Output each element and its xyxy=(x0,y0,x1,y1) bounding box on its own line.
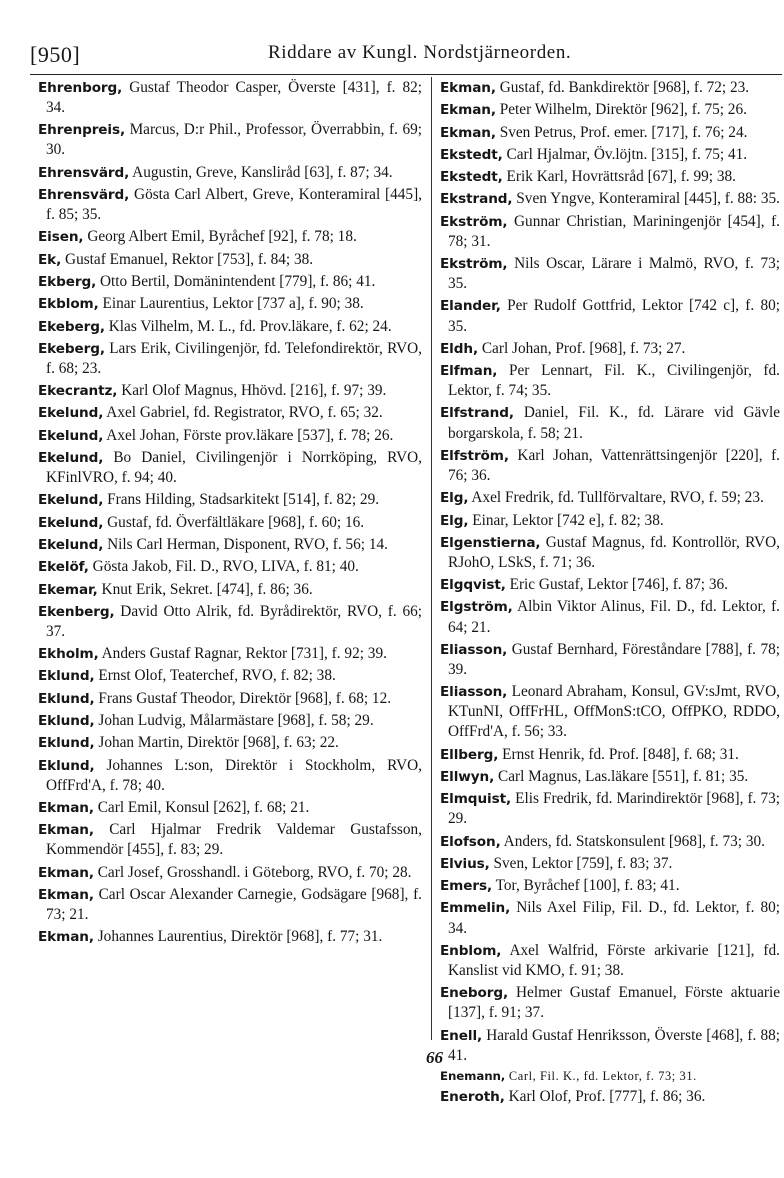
entry-name: Elgström, xyxy=(440,599,513,616)
entry-text: Axel Johan, Förste prov.läkare [537], f. 78; 26. xyxy=(103,426,394,444)
entry-text: Per Rudolf Gottfrid, Lektor [742 c], f. 80; 35. xyxy=(448,297,780,335)
list-item xyxy=(38,163,422,183)
list-item xyxy=(440,212,780,252)
entry-text: Ernst Henrik, fd. Prof. [848], f. 68; 31. xyxy=(498,745,739,763)
entry-name: Ekelund, xyxy=(38,450,104,467)
entry-text: Gustaf Theodor Casper, Överste [431], f. 82; 34. xyxy=(46,79,422,117)
entry-name: Eneborg, xyxy=(440,985,509,1002)
entry-text: Carl Magnus, Las.läkare [551], f. 81; 35. xyxy=(494,767,749,785)
list-item xyxy=(440,898,780,938)
entry-text: Per Lennart, Fil. K., Civilingenjör, fd. Lektor, f. 74; 35. xyxy=(448,362,780,400)
entry-text: Axel Gabriel, fd. Registrator, RVO, f. 65; 32. xyxy=(103,404,383,422)
entry-name: Eliasson, xyxy=(440,641,508,658)
entry-text: Klas Vilhelm, M. L., fd. Prov.läkare, f. 62; 24. xyxy=(104,317,392,335)
list-item xyxy=(38,820,422,860)
entry-text: Carl Hjalmar, Öv.löjtn. [315], f. 75; 41. xyxy=(502,145,748,163)
entry-text: Johannes Laurentius, Direktör [968], f. 77; 31. xyxy=(93,928,383,946)
entry-text: Bo Daniel, Civilingenjör i Norrköping, RVO, KFinlVRO, f. 94; 40. xyxy=(46,449,422,487)
list-item xyxy=(440,767,780,787)
entry-text: Gunnar Christian, Mariningenjör [454], f. 78; 31. xyxy=(448,212,780,250)
entry-text: Johan Martin, Direktör [968], f. 63; 22. xyxy=(94,734,339,752)
entry-text: Gösta Jakob, Fil. D., RVO, LIVA, f. 81; 40. xyxy=(88,558,359,576)
entry-text: Gustaf Bernhard, Föreståndare [788], f. 78; 39. xyxy=(448,640,780,678)
entry-text: Leonard Abraham, Konsul, GV:sJmt, RVO, KTunNI, OffFrHL, OffMonS:tCO, OffPKO, RDDO, OffFrd'A, f. 56; 33. xyxy=(448,683,780,741)
list-item xyxy=(440,745,780,765)
entry-text: Knut Erik, Sekret. [474], f. 86; 36. xyxy=(97,580,313,598)
entry-text: Peter Wilhelm, Direktör [962], f. 75; 26. xyxy=(495,101,747,119)
left-column xyxy=(38,78,422,950)
entry-text: Carl Emil, Konsul [262], f. 68; 21. xyxy=(93,798,310,816)
list-item xyxy=(440,682,780,742)
entry-name: Ekman, xyxy=(440,80,496,96)
entry-text: Otto Bertil, Domänintendent [779], f. 86; 41. xyxy=(96,272,376,290)
entry-text: Sven Petrus, Prof. emer. [717], f. 76; 24. xyxy=(495,123,748,141)
list-item xyxy=(38,381,422,401)
list-item xyxy=(38,403,422,423)
entry-name: Elander, xyxy=(440,298,501,315)
list-item xyxy=(38,711,422,731)
entry-name: Ekelund, xyxy=(38,492,104,509)
list-item xyxy=(440,1068,780,1085)
entry-text: Gustaf Emanuel, Rektor [753], f. 84; 38. xyxy=(61,250,314,268)
entry-text: Nils Oscar, Lärare i Malmö, RVO, f. 73; 35. xyxy=(448,255,780,293)
folio: 66 xyxy=(426,1048,443,1067)
entry-name: Ekstrand, xyxy=(440,191,513,208)
entry-name: Ehrenborg, xyxy=(38,80,123,96)
header-rule xyxy=(30,74,782,75)
entry-text: Gustaf, fd. Överfältläkare [968], f. 60; 16. xyxy=(103,513,365,531)
list-item xyxy=(38,185,422,225)
entry-name: Ekelund, xyxy=(38,536,104,553)
entry-name: Eneroth, xyxy=(440,1089,505,1106)
entry-name: Ekemar, xyxy=(38,581,98,598)
entry-name: Elmquist, xyxy=(440,791,512,808)
list-item xyxy=(38,580,422,600)
list-item xyxy=(440,575,780,595)
list-item xyxy=(38,863,422,883)
entry-name: Ekeberg, xyxy=(38,318,105,335)
list-item xyxy=(440,339,780,359)
entry-name: Ekman, xyxy=(38,929,94,946)
entry-text: Erik Karl, Hovrättsråd [67], f. 99; 38. xyxy=(502,168,736,186)
list-item xyxy=(440,832,780,852)
list-item xyxy=(440,403,780,443)
list-item xyxy=(440,100,780,120)
entry-name: Ehrensvärd, xyxy=(38,187,130,204)
entry-name: Ehrenpreis, xyxy=(38,122,126,139)
list-item xyxy=(38,426,422,446)
list-item xyxy=(440,488,780,508)
entry-name: Eisen, xyxy=(38,229,84,246)
entry-name: Ehrensvärd, xyxy=(38,164,130,181)
entry-text: Gösta Carl Albert, Greve, Konteramiral [445], f. 85; 35. xyxy=(46,186,422,224)
entry-text: Tor, Byråchef [100], f. 83; 41. xyxy=(492,877,680,895)
entry-text: Nils Carl Herman, Disponent, RVO, f. 56; 14. xyxy=(103,535,389,553)
list-item xyxy=(440,123,780,143)
entry-name: Ekstedt, xyxy=(440,169,503,186)
list-item xyxy=(440,296,780,336)
entry-text: Carl, Fil. K., fd. Lektor, f. 73; 31. xyxy=(505,1068,697,1083)
list-item xyxy=(38,557,422,577)
entry-name: Elofson, xyxy=(440,833,501,850)
entry-name: Ekman, xyxy=(38,799,94,816)
list-item xyxy=(38,733,422,753)
list-item xyxy=(38,798,422,818)
entry-name: Elg, xyxy=(440,512,469,529)
list-item xyxy=(440,78,780,98)
list-item xyxy=(440,876,780,896)
entry-text: Lars Erik, Civilingenjör, fd. Telefondirektör, RVO, f. 68; 23. xyxy=(46,339,422,377)
column-divider xyxy=(431,77,432,1040)
entry-text: Daniel, Fil. K., fd. Lärare vid Gävle borgarskola, f. 58; 21. xyxy=(448,404,780,442)
list-item xyxy=(440,145,780,165)
entry-name: Elfstrand, xyxy=(440,405,514,422)
list-item xyxy=(38,885,422,925)
entry-name: Elfman, xyxy=(440,363,498,380)
entry-text: Anders Gustaf Ragnar, Rektor [731], f. 92; 39. xyxy=(98,645,387,663)
entry-text: Eric Gustaf, Lektor [746], f. 87; 36. xyxy=(505,576,728,594)
list-item xyxy=(440,254,780,294)
entry-text: Augustin, Greve, Kansliråd [63], f. 87; 34. xyxy=(129,163,393,181)
list-item xyxy=(38,78,422,118)
list-item xyxy=(440,533,780,573)
entry-text: Harald Gustaf Henriksson, Överste [468], f. 88; 41. xyxy=(448,1026,780,1064)
entry-name: Ellwyn, xyxy=(440,768,495,785)
entry-name: Ekeberg, xyxy=(38,340,105,357)
entry-text: Einar, Lektor [742 e], f. 82; 38. xyxy=(468,511,664,529)
list-item xyxy=(38,927,422,947)
list-item xyxy=(38,666,422,686)
entry-text: Elis Fredrik, fd. Marindirektör [968], f. 73; 29. xyxy=(448,790,780,828)
entry-text: Marcus, D:r Phil., Professor, Överrabbin, f. 69; 30. xyxy=(46,121,422,159)
entry-name: Enblom, xyxy=(440,942,502,959)
list-item xyxy=(440,640,780,680)
entry-text: Carl Johan, Prof. [968], f. 73; 27. xyxy=(478,339,686,357)
entry-name: Elfström, xyxy=(440,447,509,464)
list-item xyxy=(440,511,780,531)
entry-name: Eklund, xyxy=(38,713,95,730)
entry-name: Ekecrantz, xyxy=(38,383,118,400)
entry-name: Eklund, xyxy=(38,668,95,685)
entry-text: Gustaf Magnus, fd. Kontrollör, RVO, RJohO, LSkS, f. 71; 36. xyxy=(448,533,780,571)
entry-name: Ekstedt, xyxy=(440,146,503,163)
entry-name: Ekman, xyxy=(38,886,94,903)
list-item xyxy=(440,789,780,829)
entry-text: Anders, fd. Statskonsulent [968], f. 73; 30. xyxy=(500,832,765,850)
list-item xyxy=(440,597,780,637)
entry-text: Johannes L:son, Direktör i Stockholm, RVO, OffFrd'A, f. 78; 40. xyxy=(46,756,422,794)
entry-text: Karl Olof, Prof. [777], f. 86; 36. xyxy=(504,1088,706,1106)
right-column xyxy=(440,78,780,1109)
list-item xyxy=(440,446,780,486)
entry-name: Ekelöf, xyxy=(38,559,89,576)
entry-name: Ekström, xyxy=(440,213,508,230)
entry-name: Eliasson, xyxy=(440,684,508,701)
entry-text: Albin Viktor Alinus, Fil. D., fd. Lektor, f. 64; 21. xyxy=(448,598,780,636)
entry-name: Ekström, xyxy=(440,256,508,273)
entry-text: Johan Ludvig, Målarmästare [968], f. 58; 29. xyxy=(94,712,374,730)
list-item xyxy=(38,317,422,337)
entry-name: Elgqvist, xyxy=(440,577,506,594)
list-item xyxy=(440,854,780,874)
list-item xyxy=(38,250,422,270)
entry-text: Carl Josef, Grosshandl. i Göteborg, RVO, f. 70; 28. xyxy=(93,863,412,881)
entry-name: Elgenstierna, xyxy=(440,534,541,551)
entry-text: Georg Albert Emil, Byråchef [92], f. 78; 18. xyxy=(83,228,357,246)
entry-text: Gustaf, fd. Bankdirektör [968], f. 72; 23. xyxy=(495,79,750,96)
entry-name: Ekblom, xyxy=(38,296,99,313)
entry-name: Ekelund, xyxy=(38,427,104,444)
entry-name: Emmelin, xyxy=(440,900,511,917)
list-item xyxy=(38,272,422,292)
list-item xyxy=(38,490,422,510)
entry-name: Enell, xyxy=(440,1027,483,1044)
list-item xyxy=(440,1026,780,1066)
entry-name: Elvius, xyxy=(440,855,490,872)
entry-name: Ek, xyxy=(38,251,62,268)
list-item xyxy=(38,339,422,379)
list-item xyxy=(38,756,422,796)
entry-text: Carl Oscar Alexander Carnegie, Godsägare [968], f. 73; 21. xyxy=(46,885,422,923)
entry-name: Eklund, xyxy=(38,690,95,707)
list-item xyxy=(38,448,422,488)
list-item xyxy=(440,941,780,981)
entry-text: Nils Axel Filip, Fil. D., fd. Lektor, f. 80; 34. xyxy=(448,899,780,937)
list-item xyxy=(440,361,780,401)
entry-text: Frans Gustaf Theodor, Direktör [968], f. 68; 12. xyxy=(94,689,392,707)
entry-name: Enemann, xyxy=(440,1068,506,1083)
entry-text: Sven Yngve, Konteramiral [445], f. 88: 35. xyxy=(512,190,780,208)
entry-name: Ekelund, xyxy=(38,405,104,422)
entry-text: Einar Laurentius, Lektor [737 a], f. 90; 38. xyxy=(98,295,364,313)
entry-name: Ekman, xyxy=(38,864,94,881)
list-item xyxy=(38,644,422,664)
entry-name: Elg, xyxy=(440,490,469,507)
entry-text: Helmer Gustaf Emanuel, Förste aktuarie [137], f. 91; 37. xyxy=(448,984,780,1022)
entry-name: Ekelund, xyxy=(38,514,104,531)
entry-name: Ekenberg, xyxy=(38,603,115,620)
entry-text: Frans Hilding, Stadsarkitekt [514], f. 82; 29. xyxy=(103,491,380,509)
list-item xyxy=(440,1087,780,1107)
list-item xyxy=(38,535,422,555)
entry-text: Axel Fredrik, fd. Tullförvaltare, RVO, f. 59; 23. xyxy=(468,489,764,507)
entry-name: Eklund, xyxy=(38,735,95,752)
entry-text: Sven, Lektor [759], f. 83; 37. xyxy=(489,854,673,872)
entry-text: Axel Walfrid, Förste arkivarie [121], fd. Kanslist vid KMO, f. 91; 38. xyxy=(448,941,780,979)
entry-text: Ernst Olof, Teaterchef, RVO, f. 82; 38. xyxy=(94,667,336,685)
list-item xyxy=(38,227,422,247)
page-title: Riddare av Kungl. Nordstjärneorden. xyxy=(268,42,572,63)
list-item xyxy=(38,513,422,533)
entry-name: Ekman, xyxy=(38,822,94,839)
list-item xyxy=(38,294,422,314)
list-item xyxy=(38,602,422,642)
list-item xyxy=(440,983,780,1023)
entry-text: David Otto Alrik, fd. Byrådirektör, RVO, f. 66; 37. xyxy=(46,602,422,640)
entry-text: Karl Johan, Vattenrättsingenjör [220], f. 76; 36. xyxy=(448,446,780,484)
list-item xyxy=(38,120,422,160)
entry-name: Ekholm, xyxy=(38,646,99,663)
entry-name: Eldh, xyxy=(440,340,479,357)
entry-name: Ekberg, xyxy=(38,273,97,290)
list-item xyxy=(38,689,422,709)
list-item xyxy=(440,189,780,209)
entry-name: Emers, xyxy=(440,878,493,895)
list-item xyxy=(440,167,780,187)
entry-name: Eklund, xyxy=(38,757,95,774)
page-number: [950] xyxy=(30,42,81,67)
entry-name: Ellberg, xyxy=(440,746,499,763)
entry-text: Karl Olof Magnus, Hhövd. [216], f. 97; 39. xyxy=(117,382,387,400)
entry-name: Ekman, xyxy=(440,124,496,141)
entry-name: Ekman, xyxy=(440,102,496,119)
entry-text: Carl Hjalmar Fredrik Valdemar Gustafsson, Kommendör [455], f. 83; 29. xyxy=(46,821,422,859)
